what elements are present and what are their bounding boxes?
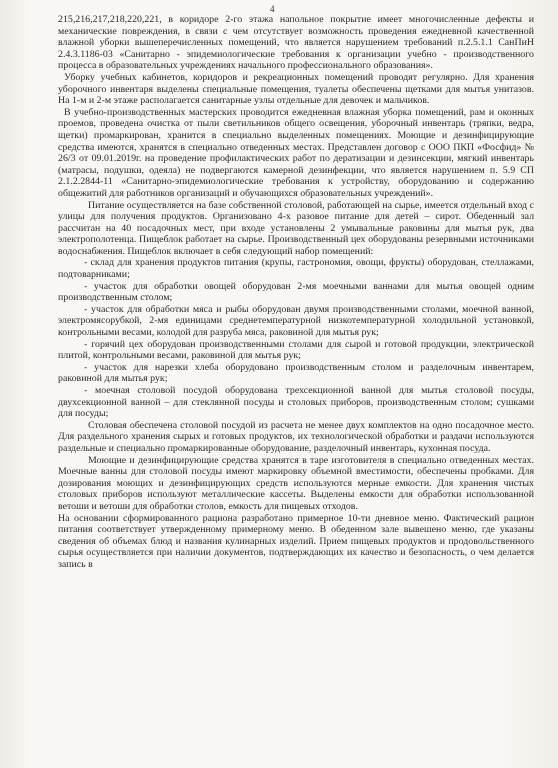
paragraph-floor-coverage: 215,216,217,218,220,221, в коридоре 2-го этажа напольное покрытие имеет многочисленные дефекты и механические повреждения, в связи с чем отсутствует возможность проведения ежедневной качественной влажной уборки вышеперечисленных помещений, что является нарушением требований п.2.5.1.1 СанПиН 2.4.3.1186-03 «Санитарно - эпидемиологические требования к организации учебно - производственного процесса в образовательных учреждениях начального профессионального образования». — [58, 14, 534, 72]
page-number: 4 — [270, 4, 275, 14]
paragraph-cleaning: Уборку учебных кабинетов, коридоров и рекреационных помещений проводят регулярно. Для хранения уборочного инвентаря выделены специальные помещения, туалеты обеспечены щетками для мытья унитазов. На 1-м и 2-м этаже располагается санитарные узлы отдельные для девочек и мальчиков. — [58, 71, 534, 107]
list-item-bread: - участок для нарезки хлеба оборудовано производственным столом и разделочным инвентарем, раковиной для мытья рук; — [58, 361, 534, 385]
paragraph-workshops: В учебно-производственных мастерских проводится ежедневная влажная уборка помещений, рам и оконных проемов, проведена очистка от пыли светильников общего освещения, уборочный инвентарь (тряпки, ведра, щетки) промаркирован, хранится в специально выделенных помещениях. Моющие и дезинфицирующие средства имеются, хранятся в специально отведенных местах. Представлен договор с ООО ПКП «Фосфид» № 26/3 от 09.01.2019г. на проведение профилактических работ по дератизации и дезинсекции, мягкий инвентарь (матрасы, подушки, одеяла) не подвергаются камерной дезинфекции, что является нарушением п. 5.9 СП 2.1.2.2844-11 «Санитарно-эпидемиологические требования к устройству, оборудованию и содержанию общежитий для работников организаций и обучающихся образовательных учреждений». — [58, 106, 534, 199]
list-item-meat-fish: - участок для обработки мяса и рыбы оборудован двумя производственными столами, моечной ванной, электромясорубкой, 2-мя единицами среднетемпературной низкотемпературной холодильной установкой, контрольными весами, колодой для разруба мяса, раковиной для мытья рук; — [58, 303, 534, 339]
paragraph-menu: На основании сформированного рациона разработано примерное 10-ти дневное меню. Фактический рацион питания соответствует утвержденному примерному меню. В обеденном зале вывешено меню, где указаны сведения об объемах блюд и названия кулинарных изделий. Прием пищевых продуктов и продовольственного сырья осуществляется при наличии документов, подтверждающих их качество и безопасность, о чем делается запись в — [58, 512, 534, 570]
document-body — [58, 14, 534, 571]
list-item-hot-shop: - горячий цех оборудован производственными столами для сырой и готовой продукции, электрической плитой, контрольными весами, раковиной для мытья рук; — [58, 338, 534, 362]
list-item-vegetables: - участок для обработки овощей оборудован 2-мя моечными ваннами для мытья овощей одним производственным столом; — [58, 280, 534, 304]
list-item-dishwashing: - моечная столовой посудой оборудована трехсекционной ванной для мытья столовой посуды, двухсекционной ванной – для стеклянной посуды и столовых приборов, производственным столом; сушками для посуды; — [58, 385, 534, 420]
paragraph-tableware: Столовая обеспечена столовой посудой из расчета не менее двух комплектов на одно посадочное место. Для раздельного хранения сырых и готовых продуктов, их технологической обработки и раздачи используются раздельные и специально промаркированные оборудование, разделочный инвентарь, кухонная посуда. — [58, 419, 534, 454]
list-item-storage: - склад для хранения продуктов питания (крупы, гастрономия, овощи, фрукты) оборудован, стеллажами, подтоварниками; — [58, 257, 534, 281]
paragraph-catering: Питание осуществляется на базе собственной столовой, работающей на сырье, имеется отдельный вход с улицы для получения продуктов. Организовано 4-х разовое питание для детей – сирот. Обеденный зал рассчитан на 40 посадочных мест, при входе установлены 2 умывальные раковины для мытья рук, два электрополотенца. Пищеблок работает на сырье. Производственный цех оборудованы резервными источниками водоснабжения. Пищеблок включает в себя следующий набор помещений: — [58, 199, 534, 257]
paragraph-detergents: Моющие и дезинфицирующие средства хранятся в таре изготовителя в специально отведенных местах. Моечные ванны для столовой посуды имеют маркировку объемной вместимости, обеспечены пробками. Для дозирования моющих и дезинфицирующих средств используются мерные емкости. Для хранения чистых столовых приборов используют металлические кассеты. Выделены емкости для обработки использованной ветоши и ветоши для обработки столов, емкость для пищевых отходов. — [58, 454, 534, 512]
